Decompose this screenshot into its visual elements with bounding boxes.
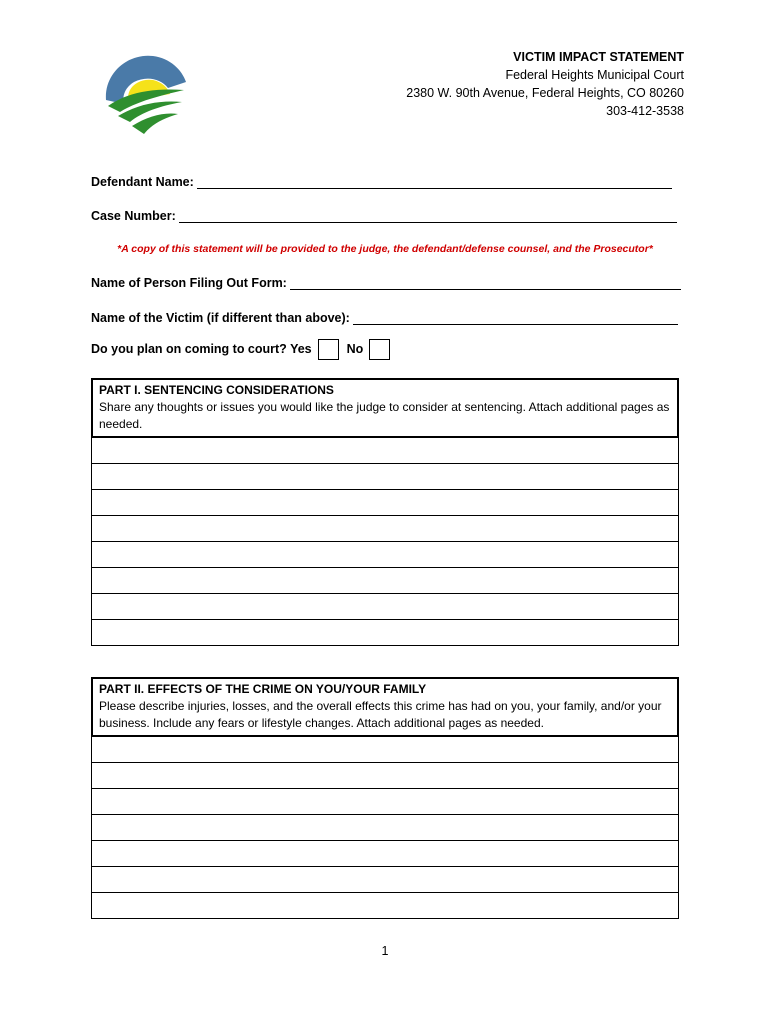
victim-name-label: Name of the Victim (if different than above):	[91, 311, 350, 325]
defendant-name-field	[91, 175, 672, 189]
part-one-header	[91, 378, 679, 438]
writing-line[interactable]	[92, 867, 678, 893]
case-number-line[interactable]	[179, 210, 677, 223]
writing-line[interactable]	[92, 464, 678, 490]
writing-line[interactable]	[92, 542, 678, 568]
writing-line[interactable]	[92, 789, 678, 815]
copy-notice: *A copy of this statement will be provided to the judge, the defendant/defense counsel, and the Prosecutor*	[117, 243, 653, 255]
writing-line[interactable]	[92, 620, 678, 646]
court-question-label: Do you plan on coming to court? Yes	[91, 342, 312, 356]
person-filing-label: Name of Person Filing Out Form:	[91, 276, 287, 290]
court-name: Federal Heights Municipal Court	[505, 68, 684, 82]
part-one-title: PART I. SENTENCING CONSIDERATIONS	[99, 383, 334, 397]
court-attendance-question	[91, 336, 398, 362]
federal-heights-logo-icon	[98, 48, 193, 136]
victim-name-line[interactable]	[353, 312, 678, 325]
writing-line[interactable]	[92, 841, 678, 867]
part-two-lines	[91, 737, 679, 919]
court-address: 2380 W. 90th Avenue, Federal Heights, CO 80260	[406, 86, 684, 100]
writing-line[interactable]	[92, 490, 678, 516]
part-one-lines	[91, 438, 679, 646]
part-two-title: PART II. EFFECTS OF THE CRIME ON YOU/YOUR FAMILY	[99, 682, 427, 696]
writing-line[interactable]	[92, 568, 678, 594]
writing-line[interactable]	[92, 737, 678, 763]
writing-line[interactable]	[92, 893, 678, 919]
court-phone: 303-412-3538	[606, 104, 684, 118]
case-number-field	[91, 209, 677, 223]
part-two-instructions: Please describe injuries, losses, and the overall effects this crime has had on you, your family, and/or your business. Include any fears or lifestyle changes. Attach additional pages as needed.	[99, 699, 662, 730]
part-one-section	[91, 378, 679, 646]
victim-name-field	[91, 311, 678, 325]
writing-line[interactable]	[92, 438, 678, 464]
part-two-section	[91, 677, 679, 919]
writing-line[interactable]	[92, 815, 678, 841]
writing-line[interactable]	[92, 594, 678, 620]
defendant-name-label: Defendant Name:	[91, 175, 194, 189]
part-two-header	[91, 677, 679, 737]
person-filing-field	[91, 276, 681, 290]
person-filing-line[interactable]	[290, 277, 681, 290]
no-label: No	[346, 342, 364, 356]
no-checkbox[interactable]	[369, 339, 390, 360]
court-header	[324, 48, 684, 120]
defendant-name-line[interactable]	[197, 176, 672, 189]
document-title: VICTIM IMPACT STATEMENT	[513, 50, 684, 64]
writing-line[interactable]	[92, 516, 678, 542]
writing-line[interactable]	[92, 763, 678, 789]
part-one-instructions: Share any thoughts or issues you would like the judge to consider at sentencing. Attach additional pages as needed.	[99, 400, 670, 431]
page-number: 1	[381, 944, 389, 958]
yes-checkbox[interactable]	[318, 339, 339, 360]
case-number-label: Case Number:	[91, 209, 176, 223]
